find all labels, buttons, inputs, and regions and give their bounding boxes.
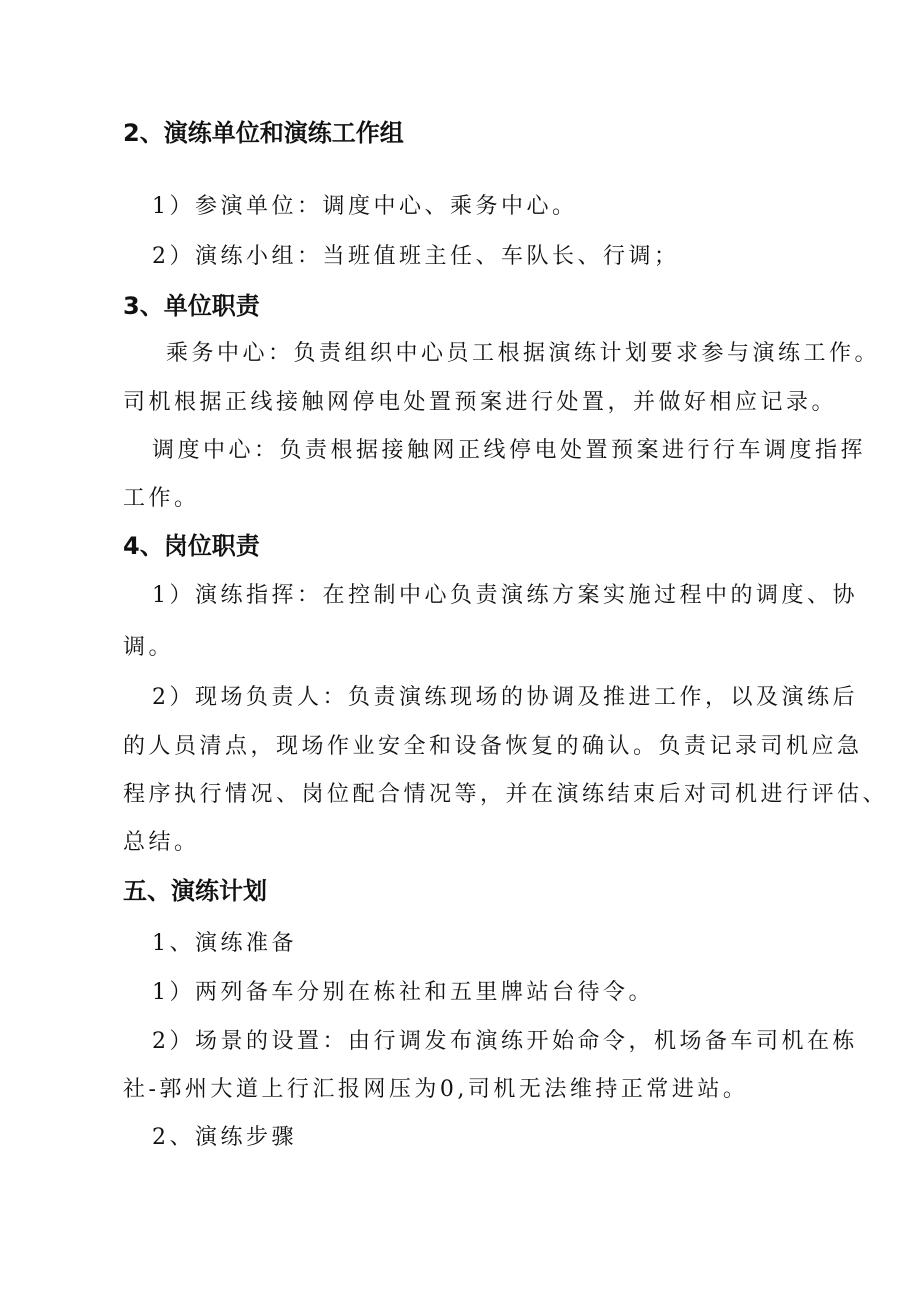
section-4-item-2-line-1: 2）现场负责人：负责演练现场的协调及推进工作，以及演练后 — [152, 685, 858, 710]
section-4-item-1-line-2: 调。 — [123, 635, 175, 660]
section-4-item-2-line-3: 程序执行情况、岗位配合情况等，并在演练结束后对司机进行评估、 — [123, 782, 889, 807]
section-5-subheading-2: 2、演练步骤 — [152, 1125, 297, 1150]
section-3-para-2-line-1: 调度中心：负责根据接触网正线停电处置预案进行行车调度指挥 — [152, 438, 867, 463]
section-5-item-2-line-1: 2）场景的设置：由行调发布演练开始命令，机场备车司机在栋 — [152, 1029, 858, 1054]
section-3-para-2-line-2: 工作。 — [123, 486, 200, 511]
section-2-heading: 2、演练单位和演练工作组 — [123, 119, 404, 147]
section-4-item-1-line-1: 1）演练指挥：在控制中心负责演练方案实施过程中的调度、协 — [152, 583, 858, 608]
section-5-item-1: 1）两列备车分别在栋社和五里牌站台待令。 — [152, 980, 654, 1005]
section-2-item-2: 2）演练小组：当班值班主任、车队长、行调； — [152, 244, 680, 269]
section-4-heading: 4、岗位职责 — [123, 532, 260, 560]
section-3-heading: 3、单位职责 — [123, 292, 260, 320]
section-5-heading: 五、演练计划 — [123, 877, 267, 905]
section-3-para-1-line-1: 乘务中心：负责组织中心员工根据演练计划要求参与演练工作。 — [166, 341, 881, 366]
section-3-para-1-line-2: 司机根据正线接触网停电处置预案进行处置，并做好相应记录。 — [123, 390, 838, 415]
section-4-item-2-line-4: 总结。 — [123, 830, 200, 855]
section-2-item-1: 1）参演单位：调度中心、乘务中心。 — [152, 194, 578, 219]
section-4-item-2-line-2: 的人员清点，现场作业安全和设备恢复的确认。负责记录司机应急 — [123, 734, 863, 759]
section-5-item-2-line-2: 社-郭州大道上行汇报网压为0,司机无法维持正常进站。 — [123, 1077, 749, 1102]
section-5-subheading-1: 1、演练准备 — [152, 931, 297, 956]
